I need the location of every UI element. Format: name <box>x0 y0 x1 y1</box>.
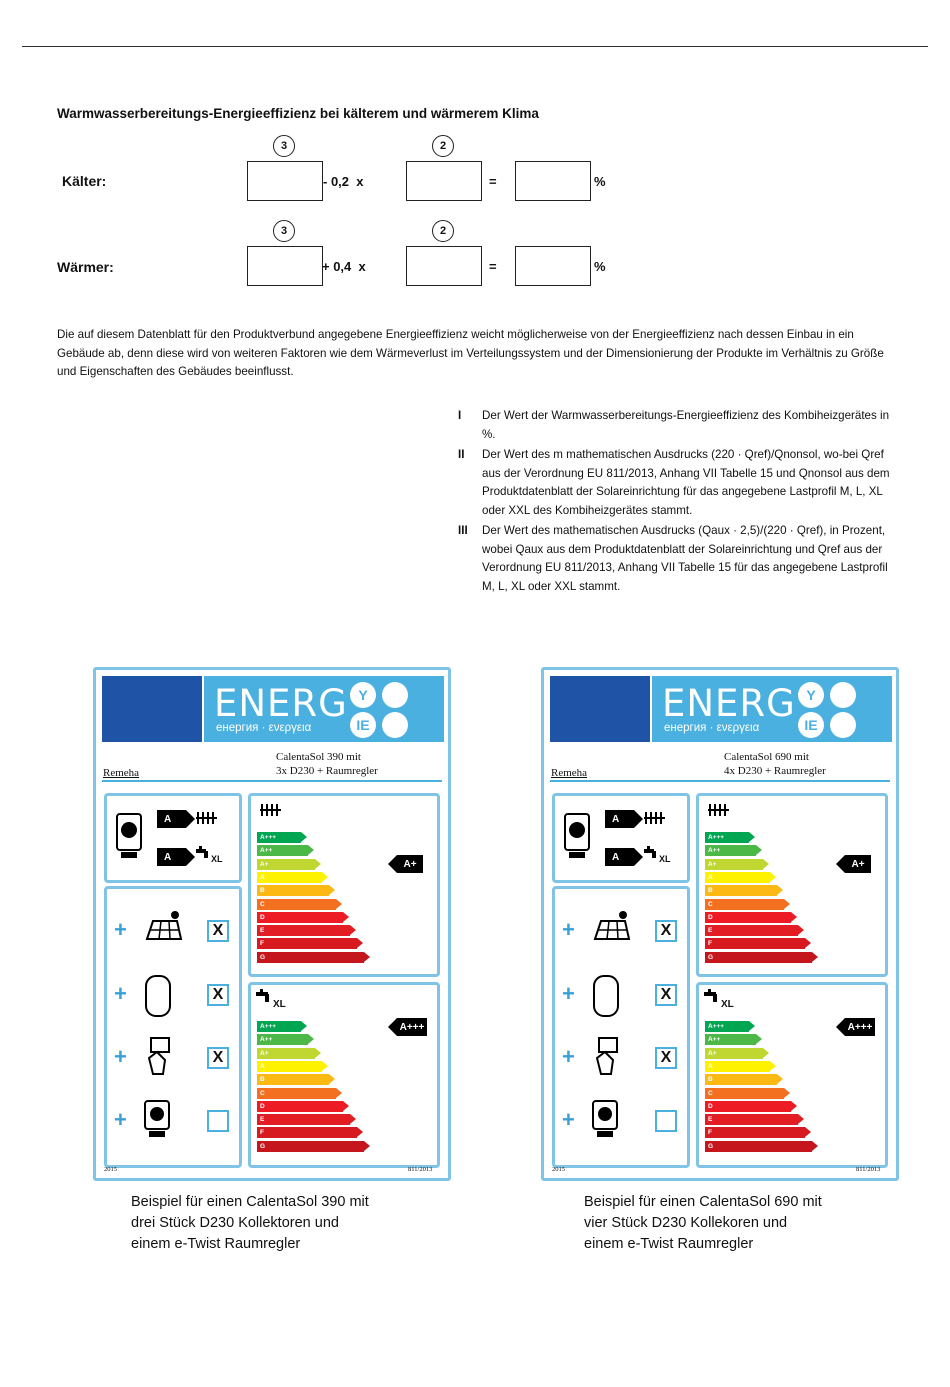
footnote-text: Der Wert der Warmwasserbereitungs-Energieeffizienz des Kombiheizgerätes in %. <box>482 409 890 441</box>
radiator-icon <box>259 802 283 818</box>
blank-circle <box>382 712 408 738</box>
plus-icon: + <box>114 1044 127 1069</box>
footnote-item <box>458 522 908 596</box>
component-icon <box>591 1036 621 1081</box>
input-box-warmer-1[interactable] <box>247 246 323 286</box>
scale-bar: B <box>257 885 329 896</box>
scale-bar: D <box>257 912 343 923</box>
plus-icon: + <box>114 981 127 1006</box>
component-checkbox[interactable]: X <box>207 920 229 942</box>
blank-circle <box>382 682 408 708</box>
model-line: CalentaSol 390 mit <box>276 751 361 763</box>
boiler-icon <box>591 1099 619 1139</box>
y-circle: Y <box>350 682 376 708</box>
brand-name: Remeha <box>551 767 588 779</box>
section-heading: Warmwasserbereitungs-Energieeffizienz bei kälterem und wärmerem Klima <box>57 106 539 121</box>
scale-bar: A+ <box>705 1048 763 1059</box>
component-icon <box>143 1099 171 1144</box>
load-profile: XL <box>659 854 671 864</box>
scale-bar: A++ <box>257 1034 308 1045</box>
scale-bar: G <box>705 952 812 963</box>
boiler-icon <box>115 812 143 860</box>
caption-line: Beispiel für einen CalentaSol 690 mit <box>584 1194 822 1210</box>
scale-bar: A+++ <box>705 1021 749 1032</box>
energy-header <box>652 676 892 742</box>
header-rule <box>102 780 442 782</box>
scale-bar: A+++ <box>257 1021 301 1032</box>
water-class-arrow: A+++ <box>397 1018 427 1036</box>
scale-bar: B <box>257 1074 329 1085</box>
tap-icon <box>643 846 659 862</box>
component-icon <box>143 973 173 1024</box>
scale-bar: E <box>705 925 798 936</box>
boiler-icon <box>143 1099 171 1139</box>
row-label-warmer: Wärmer: <box>57 259 114 275</box>
scale-bar: A+ <box>257 1048 315 1059</box>
footnote-number: III <box>458 524 468 537</box>
equals-sign: = <box>489 174 497 189</box>
circle-ref-3: 3 <box>273 220 295 242</box>
scale-bar: G <box>705 1141 812 1152</box>
water-class-arrow: A+++ <box>845 1018 875 1036</box>
radiator-icon <box>707 802 731 818</box>
plus-icon: + <box>562 917 575 942</box>
energ-subtitle: енергия · ενεργεια <box>216 722 312 734</box>
label-regulation: 811/2013 <box>408 1166 433 1173</box>
scale-bar: A+++ <box>257 832 301 843</box>
room-controller-icon <box>591 1036 621 1076</box>
scale-bar: B <box>705 885 777 896</box>
heating-class-arrow: A+ <box>397 855 423 873</box>
caption-line: einem e-Twist Raumregler <box>584 1236 754 1252</box>
result-box-colder[interactable] <box>515 161 591 201</box>
scale-bar: A++ <box>705 1034 756 1045</box>
solar-collector-icon <box>143 909 183 943</box>
circle-ref-2: 2 <box>432 220 454 242</box>
circle-ref-3: 3 <box>273 135 295 157</box>
caption-line: Beispiel für einen CalentaSol 390 mit <box>131 1194 369 1210</box>
y-circle: Y <box>798 682 824 708</box>
eu-flag-block <box>550 676 650 742</box>
caption-right <box>584 1192 822 1255</box>
energ-subtitle: енергия · ενεργεια <box>664 722 760 734</box>
footnote-number: I <box>458 409 462 422</box>
boiler-icon <box>563 812 591 860</box>
footnote-item <box>458 407 908 444</box>
tap-icon <box>255 989 273 1005</box>
percent-unit: % <box>594 259 606 274</box>
model-name <box>724 750 826 778</box>
scale-bar: A <box>705 1061 770 1072</box>
energy-label <box>93 667 451 1181</box>
plus-icon: + <box>562 1044 575 1069</box>
scale-bar: C <box>257 899 336 910</box>
label-regulation: 811/2013 <box>856 1166 881 1173</box>
plus-icon: + <box>562 981 575 1006</box>
scale-bar: A+ <box>257 859 315 870</box>
scale-bar: F <box>257 938 357 949</box>
scale-bar: A+++ <box>705 832 749 843</box>
component-checkbox[interactable]: X <box>655 984 677 1006</box>
blank-circle <box>830 682 856 708</box>
footnotes <box>458 407 908 598</box>
radiator-icon <box>195 810 219 826</box>
header-rule <box>550 780 890 782</box>
energ-word: ENERG <box>662 682 796 725</box>
input-box-warmer-2[interactable] <box>406 246 482 286</box>
row-label-colder: Kälter: <box>62 173 107 189</box>
caption-line: drei Stück D230 Kollektoren und <box>131 1215 339 1231</box>
scale-bar: E <box>705 1114 798 1125</box>
scale-bar: G <box>257 1141 364 1152</box>
scale-bar: A <box>705 872 770 883</box>
room-controller-icon <box>143 1036 173 1076</box>
footnote-number: II <box>458 448 465 461</box>
class-tag: A <box>605 848 634 866</box>
storage-tank-icon <box>143 973 173 1019</box>
scale-bar: E <box>257 1114 350 1125</box>
class-tag: A <box>157 848 186 866</box>
caption-line: vier Stück D230 Kollekoren und <box>584 1215 788 1231</box>
components-panel <box>104 886 242 1168</box>
model-line: 3x D230 + Raumregler <box>276 765 378 777</box>
component-checkbox[interactable]: X <box>655 1047 677 1069</box>
class-tag: A <box>605 810 634 828</box>
load-profile: XL <box>273 999 286 1010</box>
scale-bar: A++ <box>705 845 756 856</box>
scale-bar: D <box>257 1101 343 1112</box>
model-line: CalentaSol 690 mit <box>724 751 809 763</box>
blank-circle <box>830 712 856 738</box>
heating-scale-panel <box>248 793 440 977</box>
load-profile: XL <box>211 854 223 864</box>
appliance-panel <box>104 793 242 883</box>
scale-bar: F <box>705 938 805 949</box>
scale-bar: A+ <box>705 859 763 870</box>
percent-unit: % <box>594 174 606 189</box>
scale-bar: F <box>257 1127 357 1138</box>
tap-icon <box>703 989 721 1005</box>
class-tag: A <box>157 810 186 828</box>
model-name <box>276 750 378 778</box>
energy-label <box>541 667 899 1181</box>
footnote-text: Der Wert des m mathematischen Ausdrucks (220 · Qref)/Qnonsol, wo-bei Qref aus der Verordnung EU 811/2013, Anhang VII Tabelle 15 und Qnonsol aus dem Produktdatenblatt der Solareinrichtung für das angegebene Lastprofil M, L, XL oder XXL des Kombiheizgerätes stammt. <box>482 448 890 517</box>
equals-sign: = <box>489 259 497 274</box>
component-checkbox[interactable]: X <box>207 1047 229 1069</box>
label-year: 2015 <box>552 1166 565 1173</box>
scale-bar: B <box>705 1074 777 1085</box>
component-icon <box>591 909 631 948</box>
appliance-panel <box>552 793 690 883</box>
heating-class-arrow: A+ <box>845 855 871 873</box>
caption-line: einem e-Twist Raumregler <box>131 1236 301 1252</box>
scale-bar: A <box>257 872 322 883</box>
component-checkbox[interactable]: X <box>207 984 229 1006</box>
component-checkbox[interactable]: X <box>655 920 677 942</box>
operator-colder: - 0,2 x <box>323 174 364 189</box>
energ-word: ENERG <box>214 682 348 725</box>
disclaimer-paragraph: Die auf diesem Datenblatt für den Produktverbund angegebene Energieeffizienz weicht möglicherweise von der Energieeffizienz nach dessen Einbau in ein Gebäude ab, denn diese wird von weiteren Faktoren wie dem Wärmeverlust im Verteilungssystem und der Dimensionierung der Produkte im Verhältnis zu Größe und Eigenschaften des Gebäudes beeinflusst. <box>57 328 884 378</box>
storage-tank-icon <box>591 973 621 1019</box>
scale-bar: E <box>257 925 350 936</box>
load-profile: XL <box>721 999 734 1010</box>
scale-bar: C <box>705 1088 784 1099</box>
plus-icon: + <box>114 917 127 942</box>
scale-bar: F <box>705 1127 805 1138</box>
scale-bar: C <box>705 899 784 910</box>
component-icon <box>591 1099 619 1144</box>
component-icon <box>591 973 621 1024</box>
ie-circle: IE <box>798 712 824 738</box>
result-box-warmer[interactable] <box>515 246 591 286</box>
ie-circle: IE <box>350 712 376 738</box>
heating-scale-panel <box>696 793 888 977</box>
tap-icon <box>195 846 211 862</box>
operator-warmer: + 0,4 x <box>322 259 366 274</box>
component-icon <box>143 1036 173 1081</box>
plus-icon: + <box>114 1107 127 1132</box>
scale-bar: G <box>257 952 364 963</box>
circle-ref-2: 2 <box>432 135 454 157</box>
input-box-colder-1[interactable] <box>247 161 323 201</box>
scale-bar: A <box>257 1061 322 1072</box>
brand-name: Remeha <box>103 767 140 779</box>
radiator-icon <box>643 810 667 826</box>
eu-flag-block <box>102 676 202 742</box>
solar-collector-icon <box>591 909 631 943</box>
input-box-colder-2[interactable] <box>406 161 482 201</box>
scale-bar: D <box>705 1101 791 1112</box>
plus-icon: + <box>562 1107 575 1132</box>
scale-bar: D <box>705 912 791 923</box>
water-scale-panel <box>248 982 440 1168</box>
model-line: 4x D230 + Raumregler <box>724 765 826 777</box>
component-icon <box>143 909 183 948</box>
energy-header <box>204 676 444 742</box>
components-panel <box>552 886 690 1168</box>
water-scale-panel <box>696 982 888 1168</box>
caption-left <box>131 1192 369 1255</box>
scale-bar: C <box>257 1088 336 1099</box>
footnote-item <box>458 446 908 520</box>
footnote-text: Der Wert des mathematischen Ausdrucks (Qaux · 2,5)/(220 · Qref), in Prozent, wobei Qaux aus dem Produktdatenblatt der Solareinrichtung und Qref aus der Verordnung EU 811/2013, Anhang VII Tabelle 15 für das angegebene Lastprofil M, L, XL oder XXL stammt. <box>482 524 888 593</box>
component-checkbox[interactable] <box>207 1110 229 1132</box>
component-checkbox[interactable] <box>655 1110 677 1132</box>
scale-bar: A++ <box>257 845 308 856</box>
top-rule <box>22 46 928 47</box>
label-year: 2015 <box>104 1166 117 1173</box>
